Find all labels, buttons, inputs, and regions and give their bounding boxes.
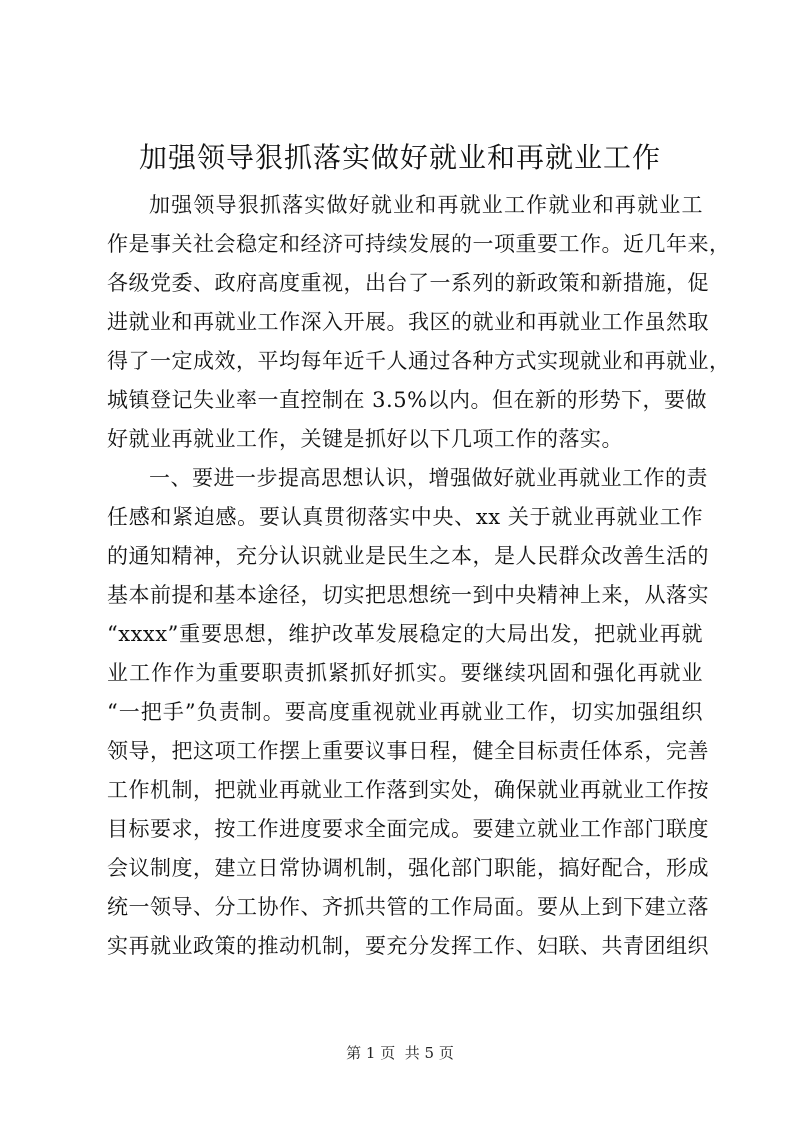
text-line: 基本前提和基本途径，切实把思想统一到中央精神上来，从落实 — [107, 583, 709, 607]
text-line: 实再就业政策的推动机制，要充分发挥工作、妇联、共青团组织 — [107, 934, 709, 958]
page-footer: 第 1 页 共 5 页 — [346, 1044, 454, 1062]
text-line: 各级党委、政府高度重视，出台了一系列的新政策和新措施，促 — [107, 271, 709, 295]
text-line: 作是事关社会稳定和经济可持续发展的一项重要工作。近几年来， — [107, 232, 731, 256]
text-line: 领导，把这项工作摆上重要议事日程，健全目标责任体系，完善 — [107, 739, 709, 763]
text-line: “xxxx”重要思想，维护改革发展稳定的大局出发，把就业再就 — [107, 622, 703, 646]
text-line: 得了一定成效，平均每年近千人通过各种方式实现就业和再就业， — [107, 349, 731, 373]
text-line: 好就业再就业工作，关键是抓好以下几项工作的落实。 — [107, 427, 623, 451]
text-line: 城镇登记失业率一直控制在 3.5%以内。但在新的形势下，要做 — [107, 388, 708, 412]
text-line: “一把手”负责制。要高度重视就业再就业工作，切实加强组织 — [107, 700, 703, 724]
text-line: 目标要求，按工作进度要求全面完成。要建立就业工作部门联度 — [107, 817, 709, 841]
paragraph — [107, 459, 709, 966]
text-line: 任感和紧迫感。要认真贯彻落实中央、xx 关于就业再就业工作 — [107, 505, 703, 529]
document-title: 加强领导狠抓落实做好就业和再就业工作 — [138, 141, 661, 174]
text-line: 进就业和再就业工作深入开展。我区的就业和再就业工作虽然取 — [107, 310, 709, 334]
text-line: 的通知精神，充分认识就业是民生之本，是人民群众改善生活的 — [107, 544, 709, 568]
text-line: 加强领导狠抓落实做好就业和再就业工作就业和再就业工 — [149, 193, 703, 217]
paragraph — [107, 186, 731, 459]
text-line: 会议制度，建立日常协调机制，强化部门职能，搞好配合，形成 — [107, 856, 709, 880]
text-line: 一、要进一步提高思想认识，增强做好就业再就业工作的责 — [149, 466, 708, 490]
document-body — [107, 186, 731, 966]
text-line: 业工作作为重要职责抓紧抓好抓实。要继续巩固和强化再就业 — [107, 661, 703, 685]
text-line: 统一领导、分工协作、齐抓共管的工作局面。要从上到下建立落 — [107, 895, 709, 919]
text-line: 工作机制，把就业再就业工作落到实处，确保就业再就业工作按 — [107, 778, 709, 802]
